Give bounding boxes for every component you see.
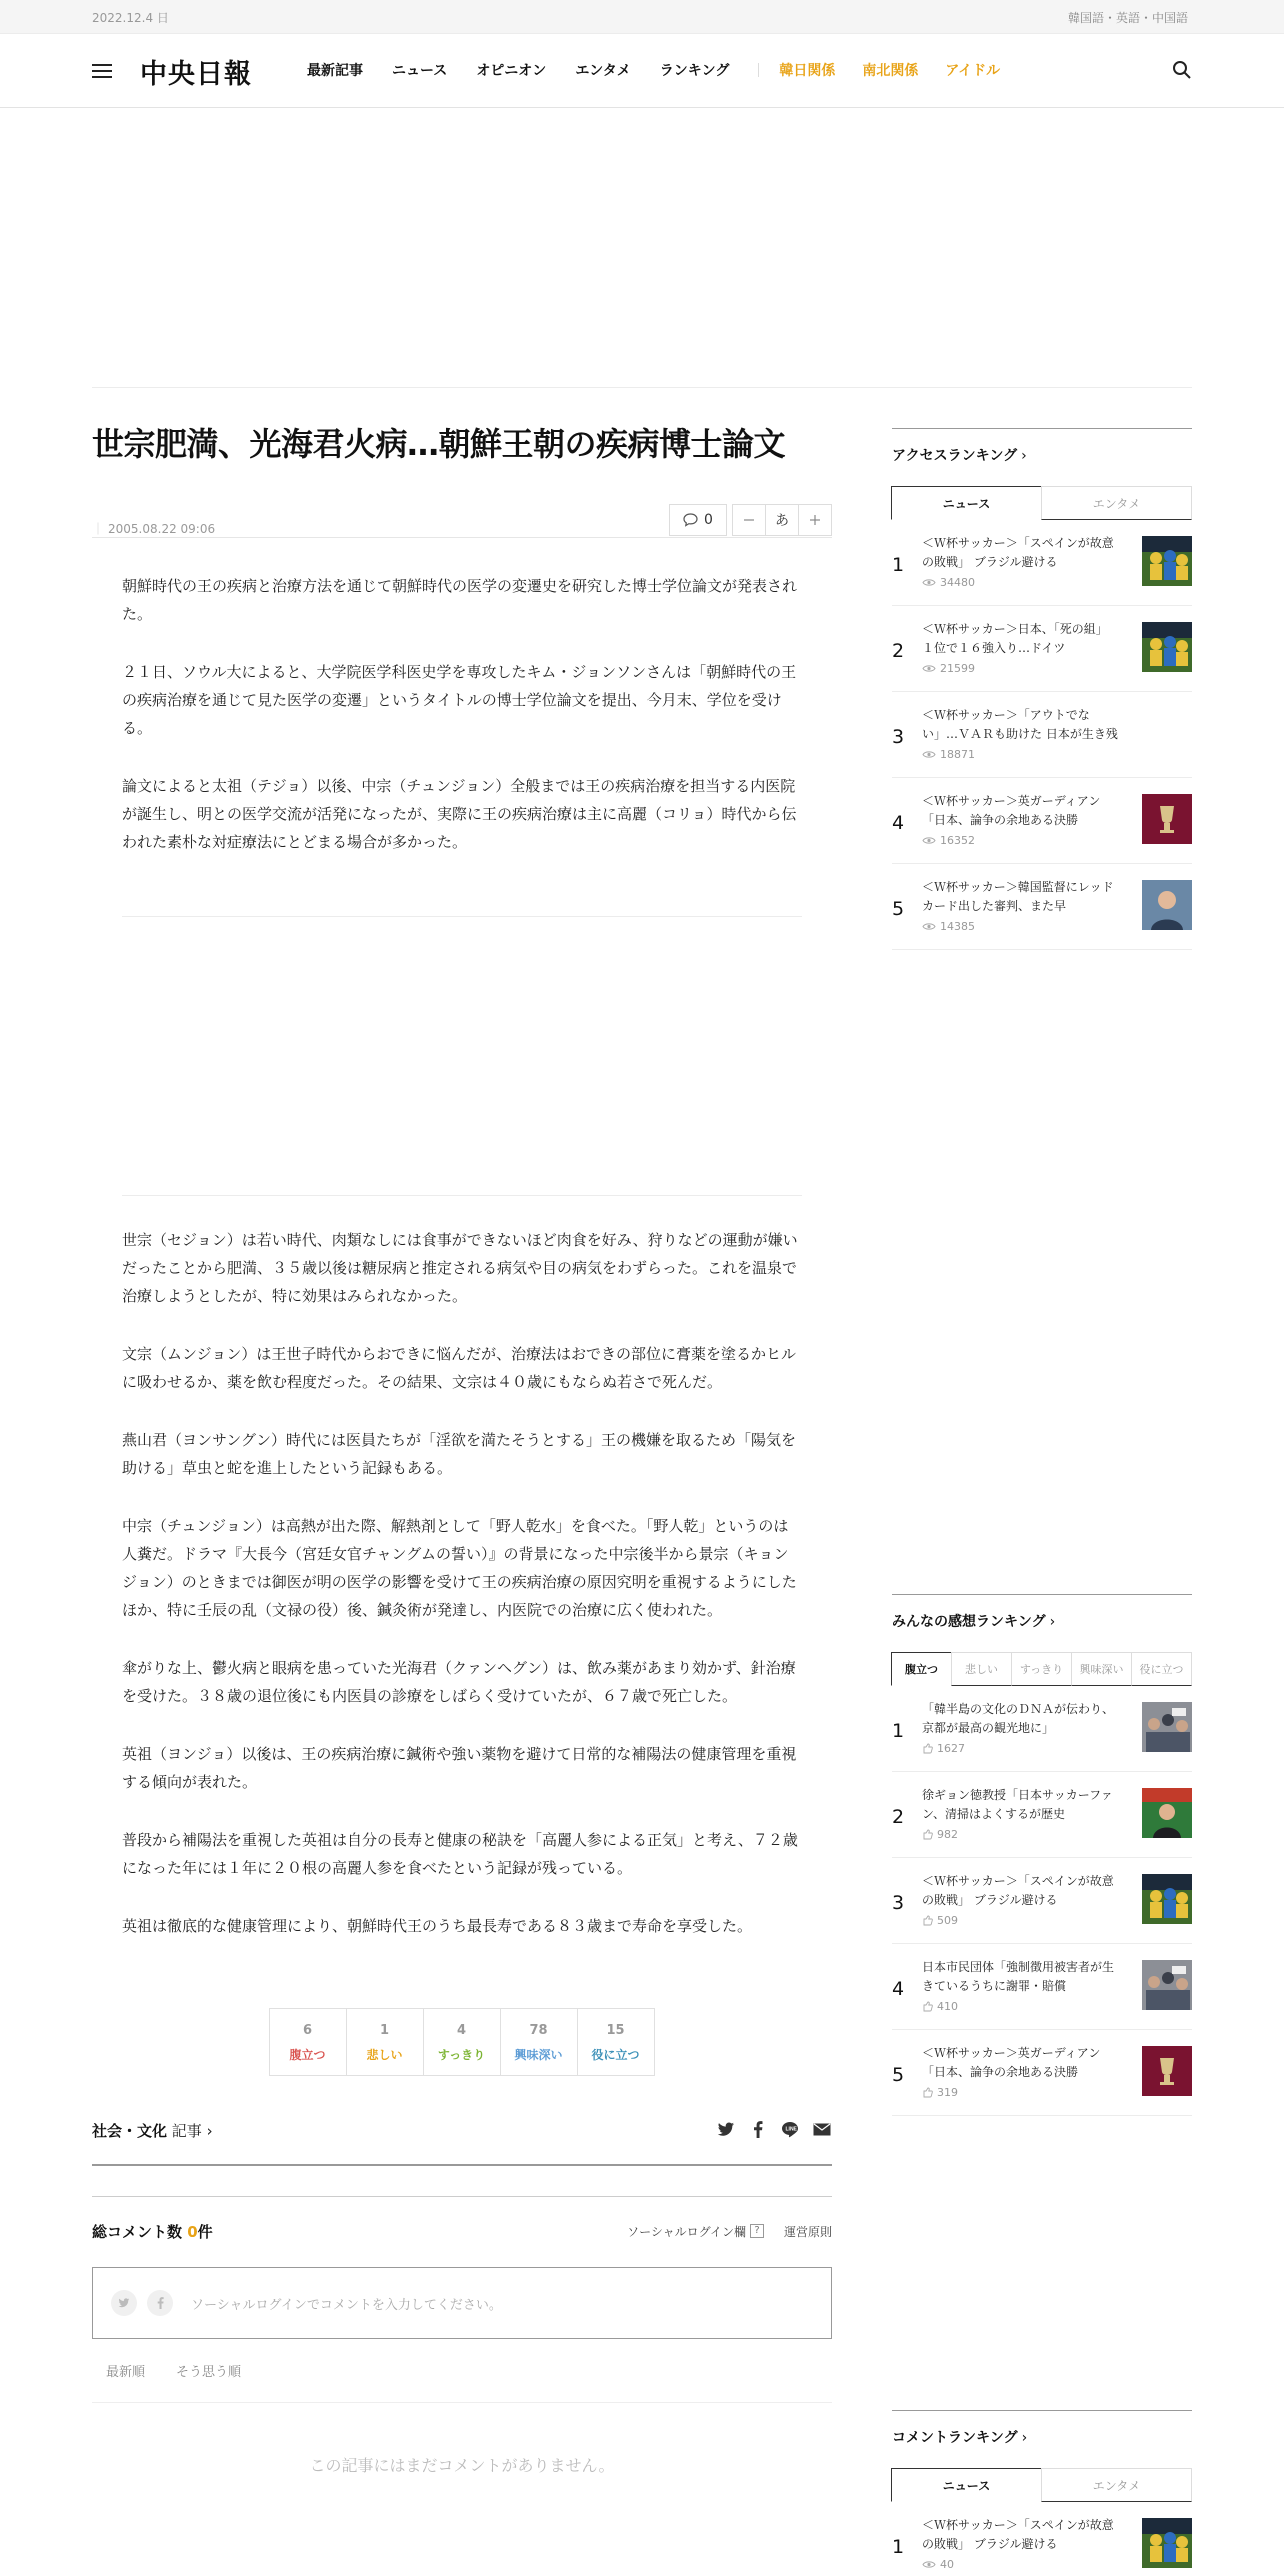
comment-ranking-tabs [892, 2468, 1192, 2502]
reaction-ranking-title[interactable] [892, 1594, 1192, 1652]
article-headline: 世宗肥満、光海君火病…朝鮮王朝の疾病博士論文 [92, 425, 786, 463]
comments-empty-message: この記事にはまだコメントがありません。 [309, 2455, 615, 2475]
reaction-count: 1 [379, 2022, 390, 2038]
ranking-count [922, 834, 975, 847]
count-value: 18871 [940, 748, 975, 761]
article-paragraph: 傘がりな上、鬱火病と眼病を患っていた光海君（クァンヘグン）は、飲み薬があまり効かず、針治療を受けた。３８歳の退位後にも内医員の診療をしばらく受けていたが、６７歳で死亡した。 [122, 1658, 796, 1705]
facebook-icon[interactable] [748, 2120, 768, 2140]
reaction-icon [922, 1915, 933, 1926]
ranking-item[interactable] [892, 1686, 1192, 1772]
ranking-title[interactable]: ＜Ｗ杯サッカー＞韓国監督にレッドカード出した審判、また早 [922, 880, 1114, 913]
menu-icon[interactable] [92, 64, 112, 78]
tab-angry[interactable]: 腹立つ [891, 1652, 952, 1686]
mail-icon[interactable] [812, 2120, 832, 2140]
reaction-ranking-list [892, 1686, 1192, 2116]
count-value: 16352 [940, 834, 975, 847]
font-increase-button[interactable] [798, 504, 832, 536]
ranking-count [922, 2086, 958, 2099]
ranking-title[interactable]: ＜Ｗ杯サッカー＞英ガーディアン「日本、論争の余地ある決勝 [922, 794, 1101, 827]
ranking-item[interactable] [892, 520, 1192, 606]
article-paragraph: 中宗（チュンジョン）は高熱が出た際、解熱剤として「野人乾水」を食べた。「野人乾」というのは人糞だ。ドラマ『大長今（宮廷女官チャングムの誓い）』の背景になった中宗後半から景宗（キョンジョン）のときまでは御医が明の医学の影響を受けて王の疾病治療の原因究明を重視するようにしたほか、特に壬辰の乱（文禄の役）後、鍼灸術が発達し、内医院での治療に広く使われた。 [122, 1516, 797, 1619]
reaction-label: 腹立つ [289, 2047, 326, 2062]
thumbnail-image[interactable] [1142, 1702, 1192, 1752]
nav-item-north-south[interactable]: 南北関係 [862, 63, 919, 79]
help-icon[interactable]: ? [750, 2224, 764, 2238]
main-nav [0, 34, 1284, 108]
category-suffix: 記事 [171, 2121, 202, 2140]
utility-bar [0, 0, 1284, 34]
reaction-useful[interactable] [577, 2008, 655, 2076]
nav-item-ranking[interactable]: ランキング [659, 63, 730, 79]
ranking-item[interactable] [892, 2502, 1192, 2568]
twitter-login-icon[interactable] [111, 2290, 137, 2316]
count-value: 319 [937, 2086, 958, 2099]
comment-icon [683, 513, 698, 527]
count-value: 40 [940, 2558, 954, 2568]
article-paragraph: 論文によると太祖（テジョ）以後、中宗（チュンジョン）全般までは王の疾病治療を担当する内医院が誕生し、明との医学交流が活発になったが、実際に王の疾病治療は主に高麗（コリョ）時代から伝われた素朴な対症療法にとどまる場合が多かった。 [122, 776, 797, 851]
reaction-ranking-tabs [892, 1652, 1192, 1686]
nav-item-korea-japan[interactable]: 韓日関係 [779, 63, 836, 79]
reaction-icon [922, 1743, 933, 1754]
access-ranking-tabs [892, 486, 1192, 520]
nav-divider [758, 63, 759, 77]
facebook-login-icon[interactable] [147, 2290, 173, 2316]
reaction-label: すっきり [437, 2047, 486, 2062]
ranking-count [922, 1828, 958, 1841]
nav-item-opinion[interactable]: オピニオン [476, 63, 547, 79]
reaction-count: 15 [606, 2022, 625, 2038]
rank-number: 2 [892, 1806, 905, 1828]
view-icon [922, 2560, 936, 2568]
article-paragraph: 世宗（セジョン）は若い時代、肉類なしには食事ができないほど肉食を好み、狩りなどの運動が嫌いだったことから肥満、３５歳以後は糖尿病と推定される病気や目の病気をわずらった。これを温泉で治療しようとしたが、特に効果はみられなかった。 [122, 1230, 798, 1305]
ranking-count [922, 662, 975, 675]
view-icon [922, 578, 936, 587]
ranking-item[interactable] [892, 1944, 1192, 2030]
article-meta [92, 466, 832, 538]
article-paragraph: 朝鮮時代の王の疾病と治療方法を通じて朝鮮時代の医学の変遷史を研究した博士学位論文が発表された。 [122, 576, 798, 623]
rank-number: 3 [892, 726, 905, 748]
article-tools [670, 504, 832, 536]
thumbnail-image[interactable] [1142, 622, 1192, 672]
ranking-count [922, 748, 975, 761]
ranking-item[interactable] [892, 1858, 1192, 1944]
ranking-title[interactable]: ＜Ｗ杯サッカー＞日本、「死の組」１位で１６強入り…ドイツ [922, 622, 1108, 655]
ranking-item[interactable] [892, 864, 1192, 950]
rank-number: 1 [892, 554, 905, 576]
ranking-title[interactable]: ＜Ｗ杯サッカー＞「スペインが故意の敗戦」 ブラジル避ける [922, 536, 1114, 569]
count-value: 410 [937, 2000, 958, 2013]
reaction-icon [922, 1829, 933, 1840]
comment-input-box[interactable] [92, 2267, 832, 2339]
view-icon [922, 836, 936, 845]
count-value: 982 [937, 1828, 958, 1841]
reaction-count: 4 [456, 2022, 467, 2038]
sort-latest[interactable]: 最新順 [106, 2364, 146, 2380]
article-paragraph: 英祖は徹底的な健康管理により、朝鮮時代王のうち最長寿である８３歳まで寿命を享受した。 [122, 1916, 753, 1935]
comment-count-button[interactable] [669, 504, 727, 536]
ranking-title[interactable]: ＜Ｗ杯サッカー＞「スペインが故意の敗戦」 ブラジル避ける [922, 2518, 1114, 2551]
reaction-icon [922, 2001, 933, 2012]
category-row [92, 2110, 832, 2166]
minus-icon [743, 514, 755, 526]
font-decrease-button[interactable] [732, 504, 766, 536]
comment-ranking-title-text: コメントランキング [892, 2430, 1018, 2446]
publish-date: ｜ 2005.08.22 09:06 [92, 520, 215, 537]
chevron-right-icon: › [1021, 448, 1027, 464]
nav-menu [307, 60, 1027, 80]
ranking-title[interactable]: ＜Ｗ杯サッカー＞「スペインが故意の敗戦」 ブラジル避ける [922, 1874, 1114, 1907]
count-value: 21599 [940, 662, 975, 675]
twitter-icon[interactable] [716, 2120, 736, 2140]
reaction-icon [922, 2087, 933, 2098]
thumbnail-image[interactable] [1142, 2518, 1192, 2568]
ranking-item[interactable] [892, 606, 1192, 692]
access-ranking-title[interactable] [892, 428, 1192, 486]
language-links[interactable]: 韓国語・英語・中国語 [1067, 11, 1188, 25]
thumbnail-image[interactable] [1142, 880, 1192, 930]
comments-total [92, 2221, 213, 2242]
thumbnail-image[interactable] [1142, 1874, 1192, 1924]
ranking-count [922, 920, 975, 933]
ranking-count [922, 576, 975, 589]
tab-useful[interactable]: 役に立つ [1131, 1652, 1192, 1686]
comments-header [92, 2197, 832, 2267]
reaction-label: 役に立つ [591, 2047, 640, 2062]
rank-number: 5 [892, 898, 905, 920]
chevron-right-icon: › [1049, 1614, 1056, 1630]
nav-item-idol[interactable]: アイドル [945, 63, 1001, 79]
article [92, 420, 832, 2476]
reaction-count: 78 [529, 2022, 548, 2038]
ranking-title[interactable]: 日本市民団体「強制徴用被害者が生きているうちに謝罪・賠償 [922, 1960, 1115, 1993]
access-ranking [892, 428, 1192, 950]
thumbnail-image[interactable] [1142, 2046, 1192, 2096]
reaction-ranking [892, 1594, 1192, 2116]
reaction-label: 悲しい [366, 2047, 403, 2062]
reaction-refreshed[interactable] [423, 2008, 501, 2076]
count-value: 509 [937, 1914, 958, 1927]
ranking-count [922, 2558, 954, 2568]
rank-number: 4 [892, 1978, 905, 2000]
view-icon [922, 922, 936, 931]
count-value: 34480 [940, 576, 975, 589]
tab-news[interactable]: ニュース [891, 2468, 1042, 2502]
access-ranking-list [892, 520, 1192, 950]
comment-ranking [892, 2410, 1192, 2568]
ranking-item[interactable] [892, 2030, 1192, 2116]
comment-ranking-list [892, 2502, 1192, 2568]
tab-entertainment[interactable]: エンタメ [1041, 486, 1192, 520]
rules-link[interactable]: 運営原則 [783, 2224, 832, 2239]
tab-entertainment[interactable]: エンタメ [1041, 2468, 1192, 2502]
ranking-title[interactable]: ＜Ｗ杯サッカー＞「アウトでない」…ＶＡＲも助けた 日本が生き残 [922, 708, 1118, 741]
reaction-buttons [92, 2008, 832, 2076]
nav-item-entertainment[interactable]: エンタメ [575, 63, 631, 79]
plus-icon [809, 514, 821, 526]
category-name: 社会・文化 [92, 2121, 168, 2140]
nav-item-latest[interactable]: 最新記事 [307, 63, 363, 79]
tab-sad[interactable]: 悲しい [951, 1652, 1012, 1686]
count-value: 1627 [937, 1742, 965, 1755]
article-paragraph: 燕山君（ヨンサングン）時代には医員たちが「淫欲を満たそうとする」王の機嫌を取るため「陽気を助ける」草虫と蛇を進上したという記録もある。 [122, 1430, 796, 1477]
comments-header-links [627, 2223, 832, 2240]
rank-number: 1 [892, 1720, 905, 1742]
article-paragraph: 普段から補陽法を重視した英祖は自分の長寿と健康の秘訣を「高麗人参による正気」と考え、７２歳になった年には１年に２０根の高麗人参を食べたという記録が残っている。 [122, 1830, 798, 1877]
rank-number: 4 [892, 812, 905, 834]
comments-section [92, 2196, 832, 2476]
comments-title-suffix: 件 [197, 2222, 213, 2241]
view-icon [922, 664, 936, 673]
reaction-label: 興味深い [514, 2047, 563, 2062]
search-icon[interactable] [1172, 60, 1192, 80]
ranking-title[interactable]: 「韓半島の文化のＤＮＡが伝わり、京都が最高の観光地に」 [922, 1702, 1115, 1735]
rank-number: 2 [892, 640, 905, 662]
article-paragraph: 英祖（ヨンジョ）以後は、王の疾病治療に鍼術や強い薬物を避けて日常的な補陽法の健康管理を重視する傾向が表れた。 [122, 1744, 797, 1791]
ranking-count [922, 1742, 965, 1755]
comment-sort [92, 2339, 832, 2403]
reaction-interesting[interactable] [500, 2008, 578, 2076]
comments-count: 0 [187, 2222, 198, 2241]
ranking-item[interactable] [892, 1772, 1192, 1858]
ranking-item[interactable] [892, 692, 1192, 778]
comment-ranking-title[interactable] [892, 2410, 1192, 2468]
thumbnail-image[interactable] [1142, 1960, 1192, 2010]
ranking-title[interactable]: 徐ギョン徳教授「日本サッカーファン、清掃はよくするが歴史 [922, 1788, 1113, 1821]
top-ad-area [92, 108, 1192, 388]
share-buttons [704, 2120, 832, 2140]
access-ranking-title-text: アクセスランキング [892, 448, 1018, 464]
comments-title-prefix: 総コメント数 [92, 2222, 188, 2241]
comment-count: 0 [704, 511, 713, 528]
category-link[interactable]: 社会・文化 記事 › [92, 2121, 213, 2140]
tab-news[interactable]: ニュース [891, 486, 1042, 520]
ranking-item[interactable] [892, 778, 1192, 864]
site-logo[interactable]: 中央日報 [140, 59, 252, 90]
rank-number: 1 [892, 2536, 905, 2558]
today-date: 2022.12.4 日 [92, 11, 169, 25]
sort-agree[interactable]: そう思う順 [176, 2364, 242, 2380]
reaction-count: 6 [302, 2022, 313, 2038]
article-paragraph: ２１日、ソウル大によると、大学院医学科医史学を専攻したキム・ジョンソンさんは「朝鮮時代の王の疾病治療を通じて見た医学の変遷」というタイトルの博士学位論文を提出、今月末、学位を受ける。 [122, 662, 797, 737]
view-icon [922, 750, 936, 759]
svg-text:LINE: LINE [785, 2126, 797, 2133]
article-paragraph: 文宗（ムンジョン）は王世子時代からおできに悩んだが、治療法はおできの部位に膏薬を塗るかヒルに吸わせるか、薬を飲む程度だった。その結果、文宗は４０歳にもならぬ若さで死んだ。 [122, 1344, 797, 1391]
count-value: 14385 [940, 920, 975, 933]
rank-number: 3 [892, 1892, 905, 1914]
font-size-label: あ [765, 504, 799, 536]
ranking-count [922, 1914, 958, 1927]
nav-item-news[interactable]: ニュース [392, 63, 448, 79]
reaction-sad[interactable] [346, 2008, 424, 2076]
chevron-right-icon: › [1021, 2430, 1028, 2446]
reaction-angry[interactable] [269, 2008, 347, 2076]
thumbnail-image[interactable] [1142, 794, 1192, 844]
thumbnail-image[interactable] [1142, 536, 1192, 586]
comment-placeholder: ソーシャルログインでコメントを入力してください。 [191, 2297, 502, 2313]
tab-refreshed[interactable]: すっきり [1011, 1652, 1072, 1686]
line-icon[interactable] [780, 2120, 800, 2140]
ranking-count [922, 2000, 958, 2013]
social-login-link[interactable]: ソーシャルログイン欄 [627, 2224, 746, 2239]
article-body [92, 572, 832, 1940]
rank-number: 5 [892, 2064, 905, 2086]
reaction-ranking-title-text: みんなの感想ランキング [892, 1614, 1046, 1630]
inline-ad-area [122, 916, 802, 1196]
tab-interesting[interactable]: 興味深い [1071, 1652, 1132, 1686]
thumbnail-image[interactable] [1142, 1788, 1192, 1838]
ranking-title[interactable]: ＜Ｗ杯サッカー＞英ガーディアン「日本、論争の余地ある決勝 [922, 2046, 1101, 2079]
